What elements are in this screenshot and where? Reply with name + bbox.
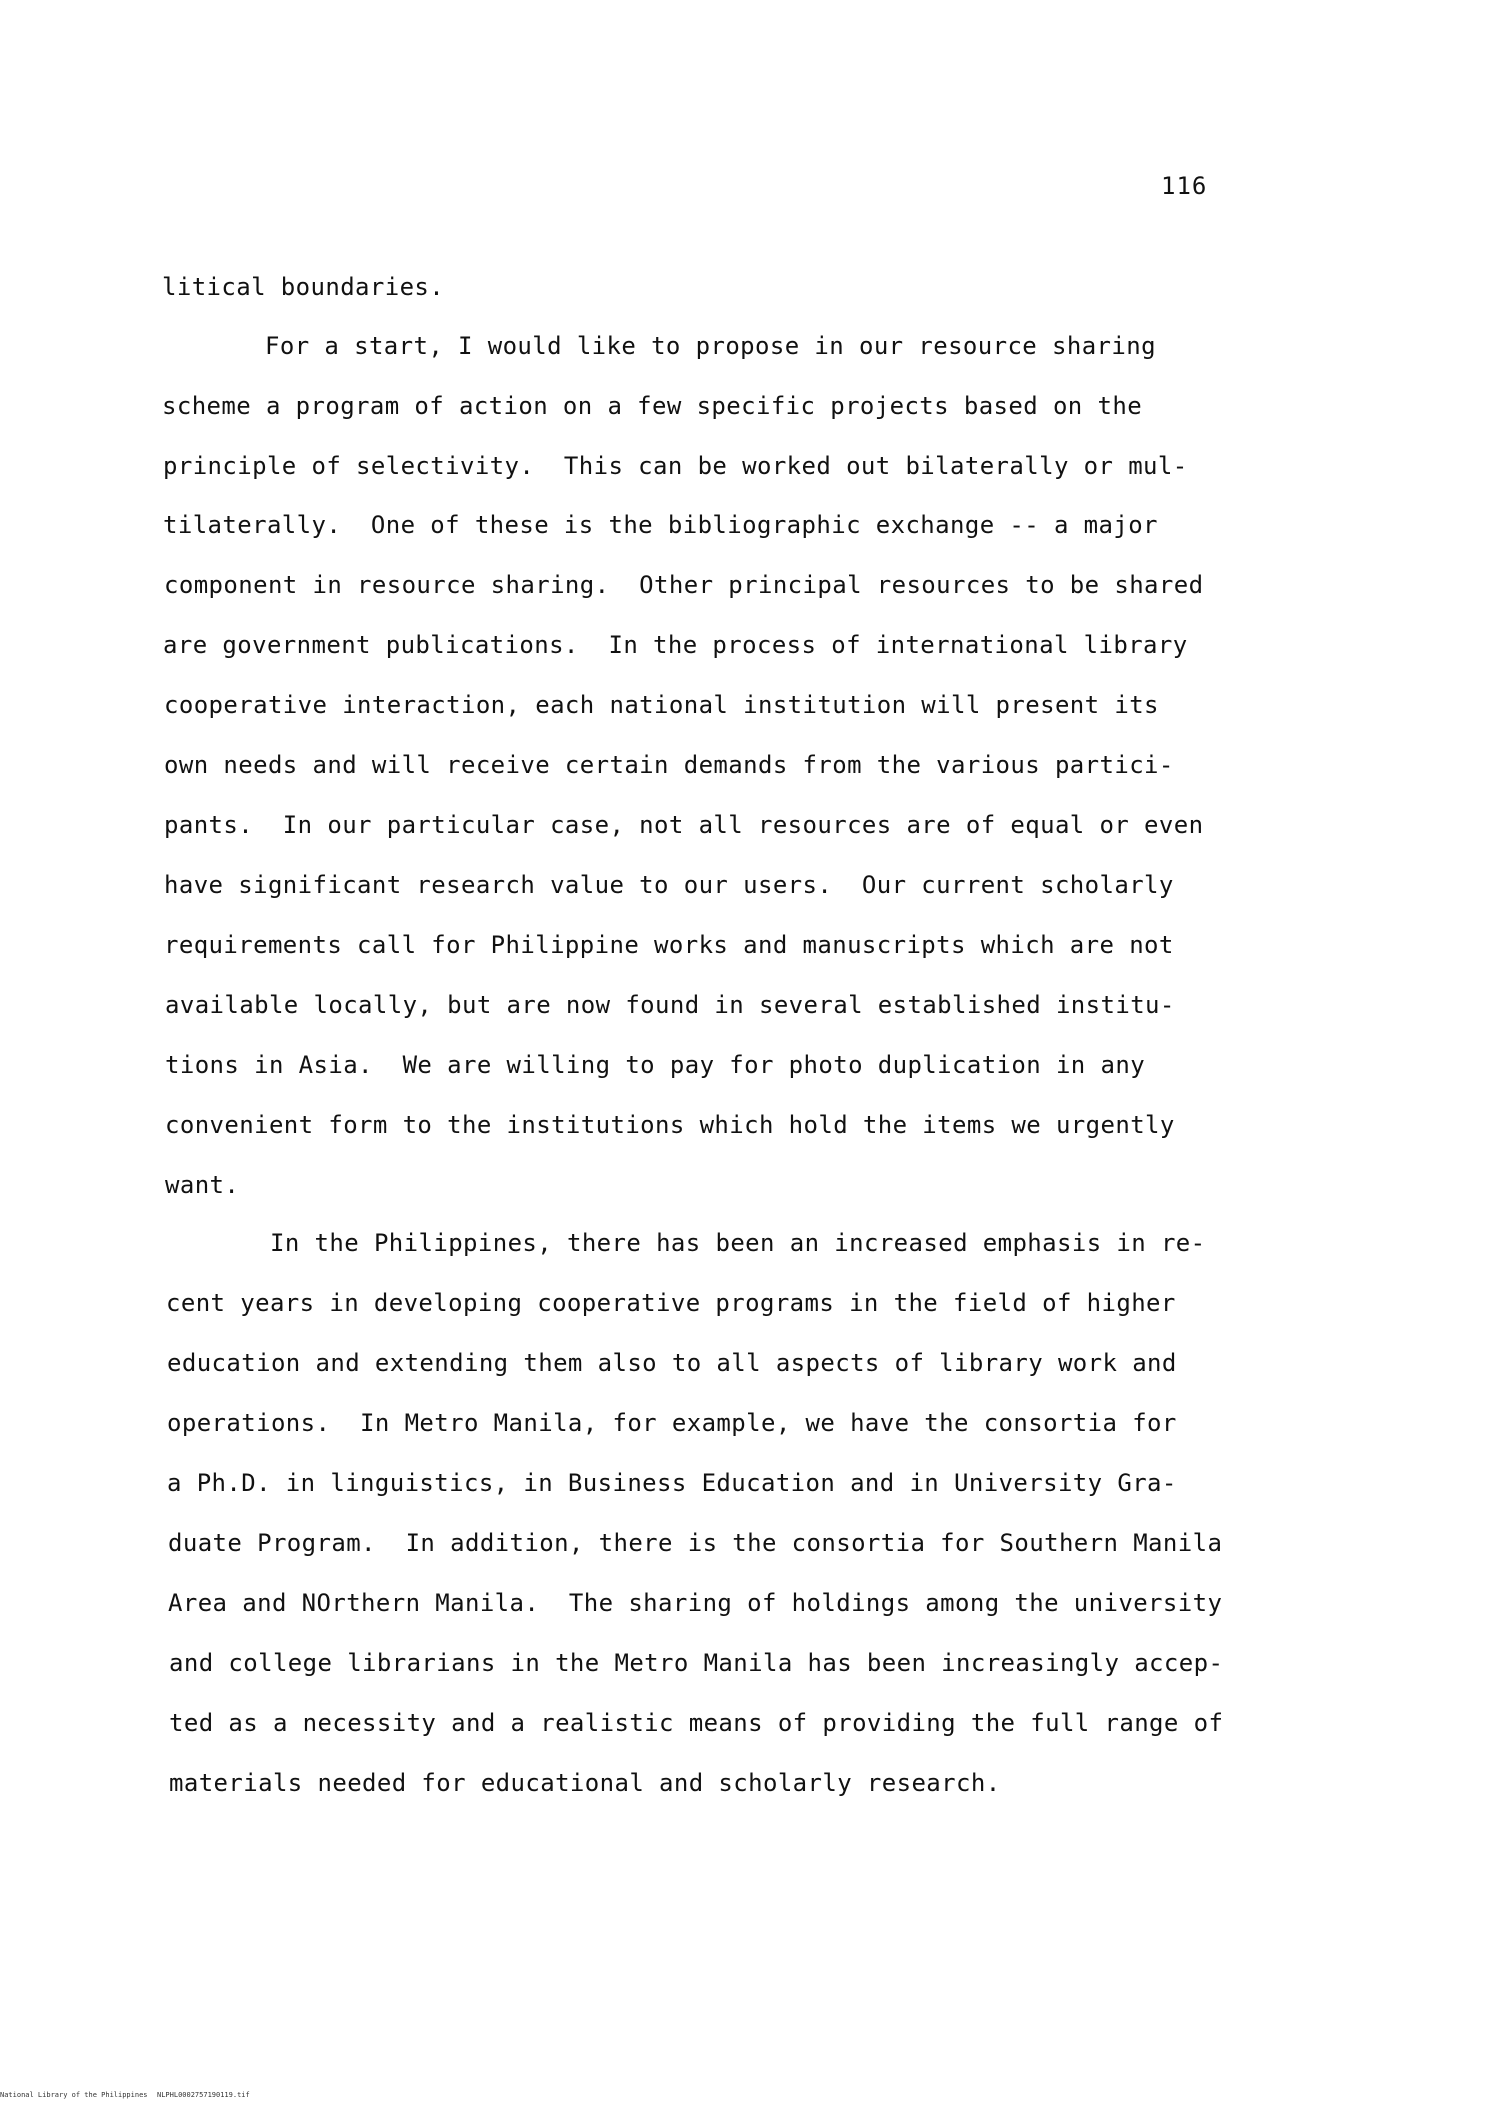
text-line: For a start, I would like to propose in our resource sharing: [265, 332, 1156, 360]
footer-source: National Library of the Philippines: [0, 2091, 148, 2099]
text-line: convenient form to the institutions which hold the items we urgently: [165, 1111, 1175, 1139]
text-line: principle of selectivity. This can be worked out bilaterally or mul-: [163, 452, 1188, 480]
text-line: own needs and will receive certain demands from the various partici-: [164, 751, 1174, 779]
text-line: have significant research value to our users. Our current scholarly: [164, 871, 1174, 899]
text-line: are government publications. In the process of international library: [163, 631, 1188, 659]
text-line: duate Program. In addition, there is the consortia for Southern Manila: [168, 1529, 1223, 1557]
text-line: cent years in developing cooperative programs in the field of higher: [166, 1289, 1176, 1317]
text-line: component in resource sharing. Other principal resources to be shared: [164, 571, 1204, 599]
text-line: a Ph.D. in linguistics, in Business Education and in University Gra-: [167, 1469, 1177, 1497]
text-line: tions in Asia. We are willing to pay for photo duplication in any: [165, 1051, 1146, 1079]
text-line: ted as a necessity and a realistic means of providing the full range of: [169, 1709, 1224, 1737]
text-line: materials needed for educational and scholarly research.: [169, 1769, 1001, 1797]
text-line: want.: [165, 1171, 240, 1199]
text-line: available locally, but are now found in several established institu-: [165, 991, 1175, 1019]
text-line: tilaterally. One of these is the bibliographic exchange -- a major: [163, 511, 1158, 539]
text-line: In the Philippines, there has been an increased emphasis in re-: [270, 1229, 1206, 1257]
text-line: requirements call for Philippine works and manuscripts which are not: [164, 931, 1174, 959]
text-line: litical boundaries.: [162, 273, 445, 301]
text-line: and college librarians in the Metro Manila has been increasingly accep-: [169, 1649, 1224, 1677]
text-line: Area and NOrthern Manila. The sharing of holdings among the university: [168, 1589, 1223, 1617]
text-line: cooperative interaction, each national institution will present its: [164, 691, 1159, 719]
text-line: scheme a program of action on a few specific projects based on the: [162, 392, 1143, 420]
page-number: 116: [1161, 172, 1208, 200]
text-line: operations. In Metro Manila, for example, we have the consortia for: [167, 1409, 1177, 1437]
footer-filename: NLPHL0002757190119.tif: [157, 2091, 250, 2099]
text-line: pants. In our particular case, not all resources are of equal or even: [164, 811, 1204, 839]
text-line: education and extending them also to all aspects of library work and: [167, 1349, 1177, 1377]
